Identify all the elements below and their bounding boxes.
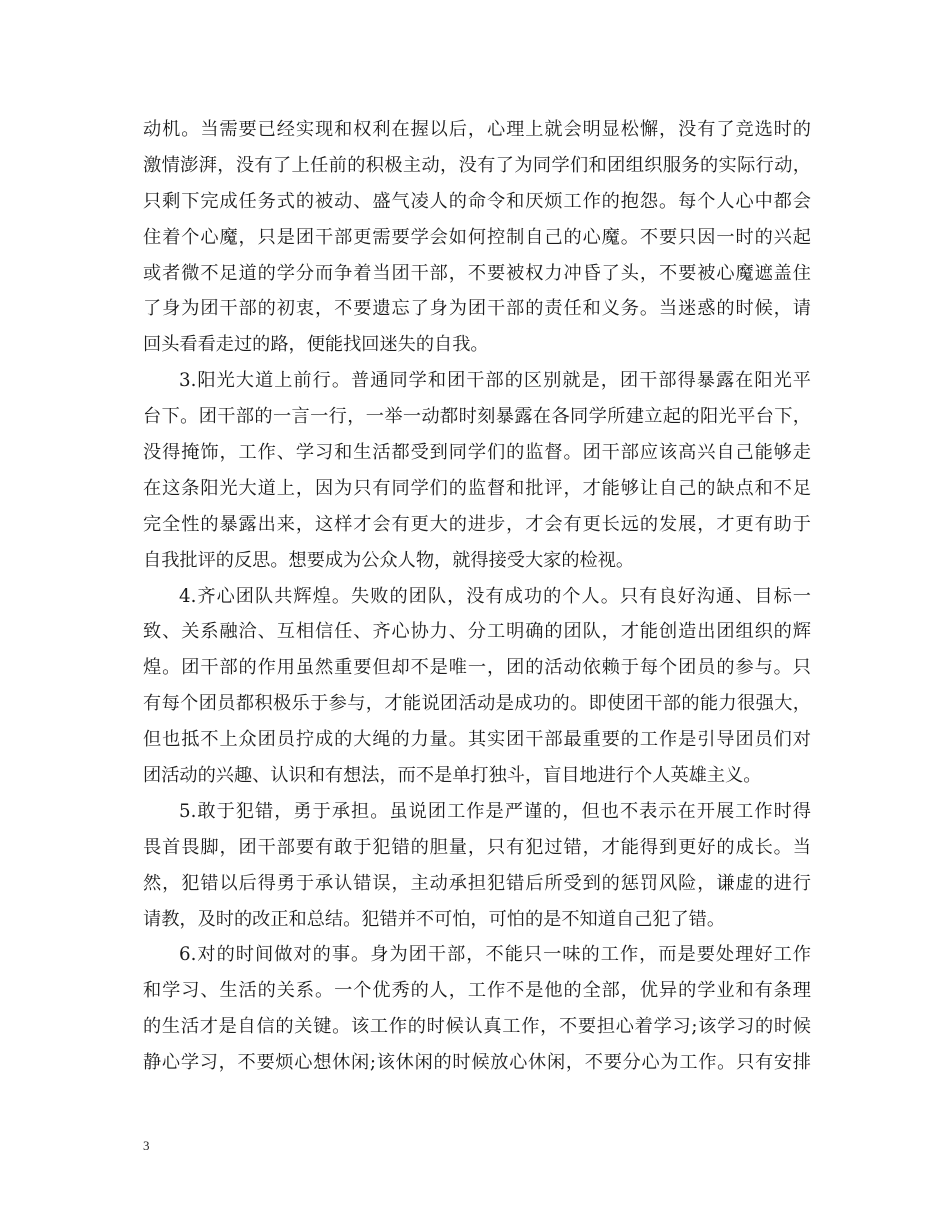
page-number: 3 [143, 1138, 150, 1153]
text-line: 完全性的暴露出来，这样才会有更大的进步，才会有更长远的发展，才更有助于 [143, 513, 811, 535]
text-line: 但也抵不上众团员拧成的大绳的力量。其实团干部最重要的工作是引导团员们对 [143, 729, 811, 751]
text-line: 致、关系融洽、互相信任、齐心协力、分工明确的团队，才能创造出团组织的辉 [143, 621, 811, 643]
text-line: 或者微不足道的学分而争着当团干部，不要被权力冲昏了头，不要被心魔遮盖住 [143, 262, 811, 284]
text-line: 3.阳光大道上前行。普通同学和团干部的区别就是，团干部得暴露在阳光平 [179, 370, 811, 392]
text-line: 煌。团干部的作用虽然重要但却不是唯一，团的活动依赖于每个团员的参与。只 [143, 657, 811, 679]
text-line: 然，犯错以后得勇于承认错误，主动承担犯错后所受到的惩罚风险，谦虚的进行 [143, 872, 811, 894]
text-line: 的生活才是自信的关键。该工作的时候认真工作，不要担心着学习;该学习的时候 [143, 1016, 811, 1038]
text-line: 台下。团干部的一言一行，一举一动都时刻暴露在各同学所建立起的阳光平台下， [143, 406, 811, 428]
text-line: 4.齐心团队共辉煌。失败的团队，没有成功的个人。只有良好沟通、目标一 [179, 585, 811, 607]
text-line: 5.敢于犯错，勇于承担。虽说团工作是严谨的，但也不表示在开展工作时得 [179, 800, 811, 822]
text-line: 团活动的兴趣、认识和有想法，而不是单打独斗，盲目地进行个人英雄主义。 [143, 765, 762, 787]
text-line: 激情澎湃，没有了上任前的积极主动，没有了为同学们和团组织服务的实际行动， [143, 154, 811, 176]
text-line: 了身为团干部的初衷，不要遗忘了身为团干部的责任和义务。当迷惑的时候，请 [143, 298, 811, 320]
text-line: 有每个团员都积极乐于参与，才能说团活动是成功的。即使团干部的能力很强大， [143, 693, 811, 715]
text-line: 6.对的时间做对的事。身为团干部，不能只一味的工作，而是要处理好工作 [179, 944, 811, 966]
text-line: 只剩下完成任务式的被动、盛气凌人的命令和厌烦工作的抱怨。每个人心中都会 [143, 190, 811, 212]
text-line: 住着个心魔，只是团干部更需要学会如何控制自己的心魔。不要只因一时的兴起 [143, 226, 811, 248]
body-text [143, 112, 811, 1081]
text-line: 回头看看走过的路，便能找回迷失的自我。 [143, 334, 489, 356]
text-line: 动机。当需要已经实现和权利在握以后，心理上就会明显松懈，没有了竞选时的 [143, 119, 811, 140]
text-line: 畏首畏脚，团干部要有敢于犯错的胆量，只有犯过错，才能得到更好的成长。当 [143, 836, 811, 858]
text-line: 在这条阳光大道上，因为只有同学们的监督和批评，才能够让自己的缺点和不足 [143, 477, 811, 499]
text-line: 和学习、生活的关系。一个优秀的人，工作不是他的全部，优异的学业和有条理 [143, 980, 811, 1002]
text-line: 自我批评的反思。想要成为公众人物，就得接受大家的检视。 [143, 549, 635, 571]
text-line: 静心学习，不要烦心想休闲;该休闲的时候放心休闲，不要分心为工作。只有安排 [143, 1052, 811, 1074]
text-line: 没得掩饰，工作、学习和生活都受到同学们的监督。团干部应该高兴自己能够走 [143, 442, 811, 464]
text-line: 请教，及时的改正和总结。犯错并不可怕，可怕的是不知道自己犯了错。 [143, 908, 726, 930]
